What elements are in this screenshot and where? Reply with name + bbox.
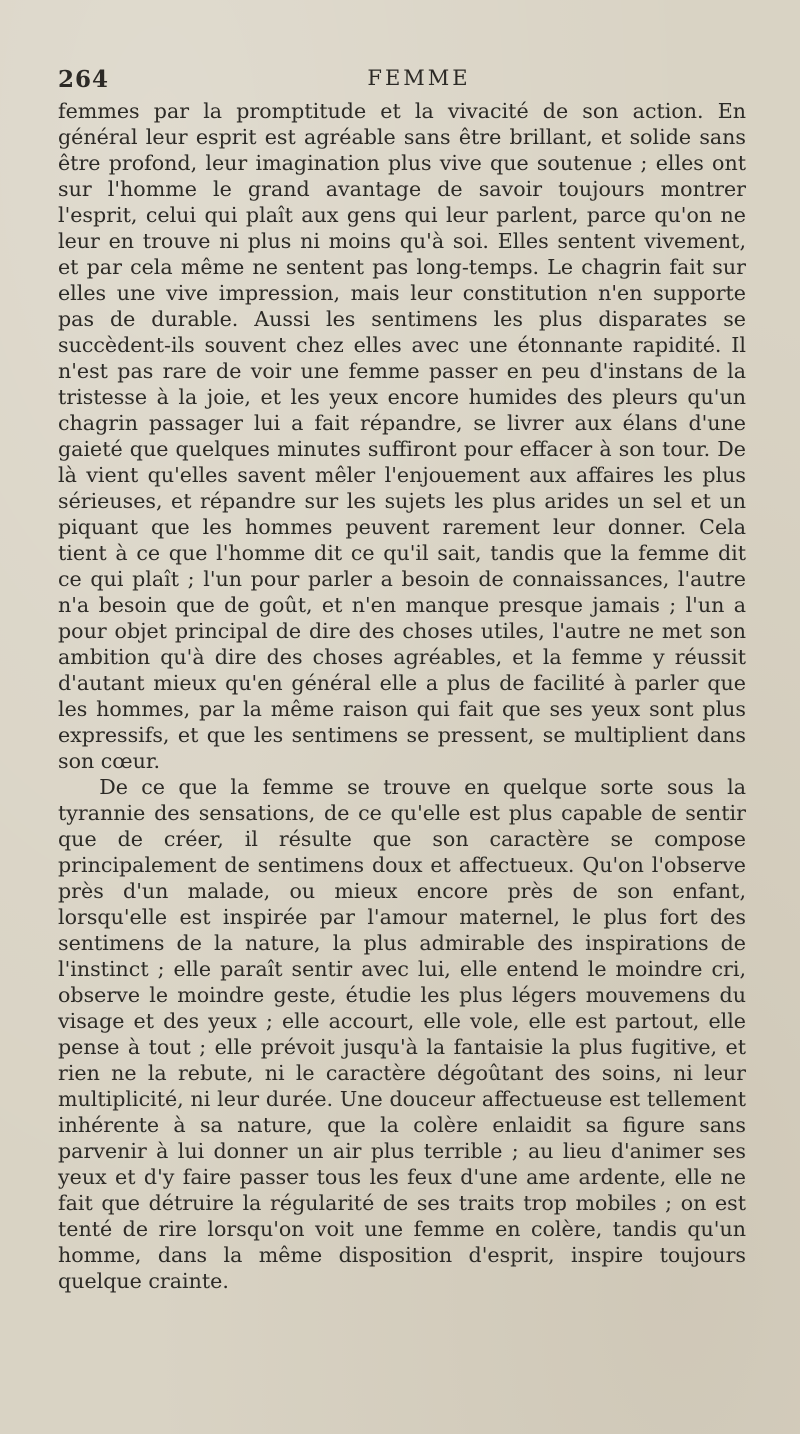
- page-number: 264: [58, 66, 110, 93]
- body-text: [58, 98, 746, 1294]
- paragraph: De ce que la femme se trouve en quelque sorte sous la tyrannie des sensations, de ce qu'elle est plus capable de sentir que de créer, il résulte que son caractère se compose principalement de sentimens doux et affectueux. Qu'on l'observe près d'un malade, ou mieux encore près de son enfant, lorsqu'elle est inspirée par l'amour maternel, le plus fort des sentimens de la nature, la plus admirable des inspirations de l'instinct ; elle paraît sentir avec lui, elle entend le moindre cri, observe le moindre geste, étudie les plus légers mouvemens du visage et des yeux ; elle accourt, elle vole, elle est partout, elle pense à tout ; elle prévoit jusqu'à la fantaisie la plus fugitive, et rien ne la rebute, ni le caractère dégoûtant des soins, ni leur multiplicité, ni leur durée. Une douceur affectueuse est tellement inhérente à sa nature, que la colère enlaidit sa figure sans parvenir à lui donner un air plus terrible ; au lieu d'animer ses yeux et d'y faire passer tous les feux d'une ame ardente, elle ne fait que détruire la régularité de ses traits trop mobiles ; on est tenté de rire lorsqu'on voit une femme en colère, tandis qu'un homme, dans la même disposition d'esprit, inspire toujours quelque crainte.: [58, 775, 746, 1293]
- running-head: [58, 66, 760, 98]
- paragraph-continued: femmes par la promptitude et la vivacité de son action. En général leur esprit est agréable sans être brillant, et solide sans être profond, leur imagination plus vive que soutenue ; elles ont sur l'homme le grand avantage de savoir toujours montrer l'esprit, celui qui plaît aux gens qui leur parlent, parce qu'on ne leur en trouve ni plus ni moins qu'à soi. Elles sentent vivement, et par cela même ne sentent pas long-temps. Le chagrin fait sur elles une vive impression, mais leur constitution n'en supporte pas de durable. Aussi les sentimens les plus disparates se succèdent-ils souvent chez elles avec une étonnante rapidité. Il n'est pas rare de voir une femme passer en peu d'instans de la tristesse à la joie, et les yeux encore humides des pleurs qu'un chagrin passager lui a fait répandre, se livrer aux élans d'une gaieté que quelques minutes suffiront pour effacer à son tour. De là vient qu'elles savent mêler l'enjouement aux affaires les plus sérieuses, et répandre sur les sujets les plus arides un sel et un piquant que les hommes peuvent rarement leur donner. Cela tient à ce que l'homme dit ce qu'il sait, tandis que la femme dit ce qui plaît ; l'un pour parler a besoin de connaissances, l'autre n'a besoin que de goût, et n'en manque presque jamais ; l'un a pour objet principal de dire des choses utiles, l'autre ne met son ambition qu'à dire des choses agréables, et la femme y réussit d'autant mieux qu'en général elle a plus de facilité à parler que les hommes, par la même raison qui fait que ses yeux sont plus expressifs, et que les sentimens se pressent, se multiplient dans son cœur.: [58, 99, 746, 773]
- running-title: FEMME: [367, 66, 471, 90]
